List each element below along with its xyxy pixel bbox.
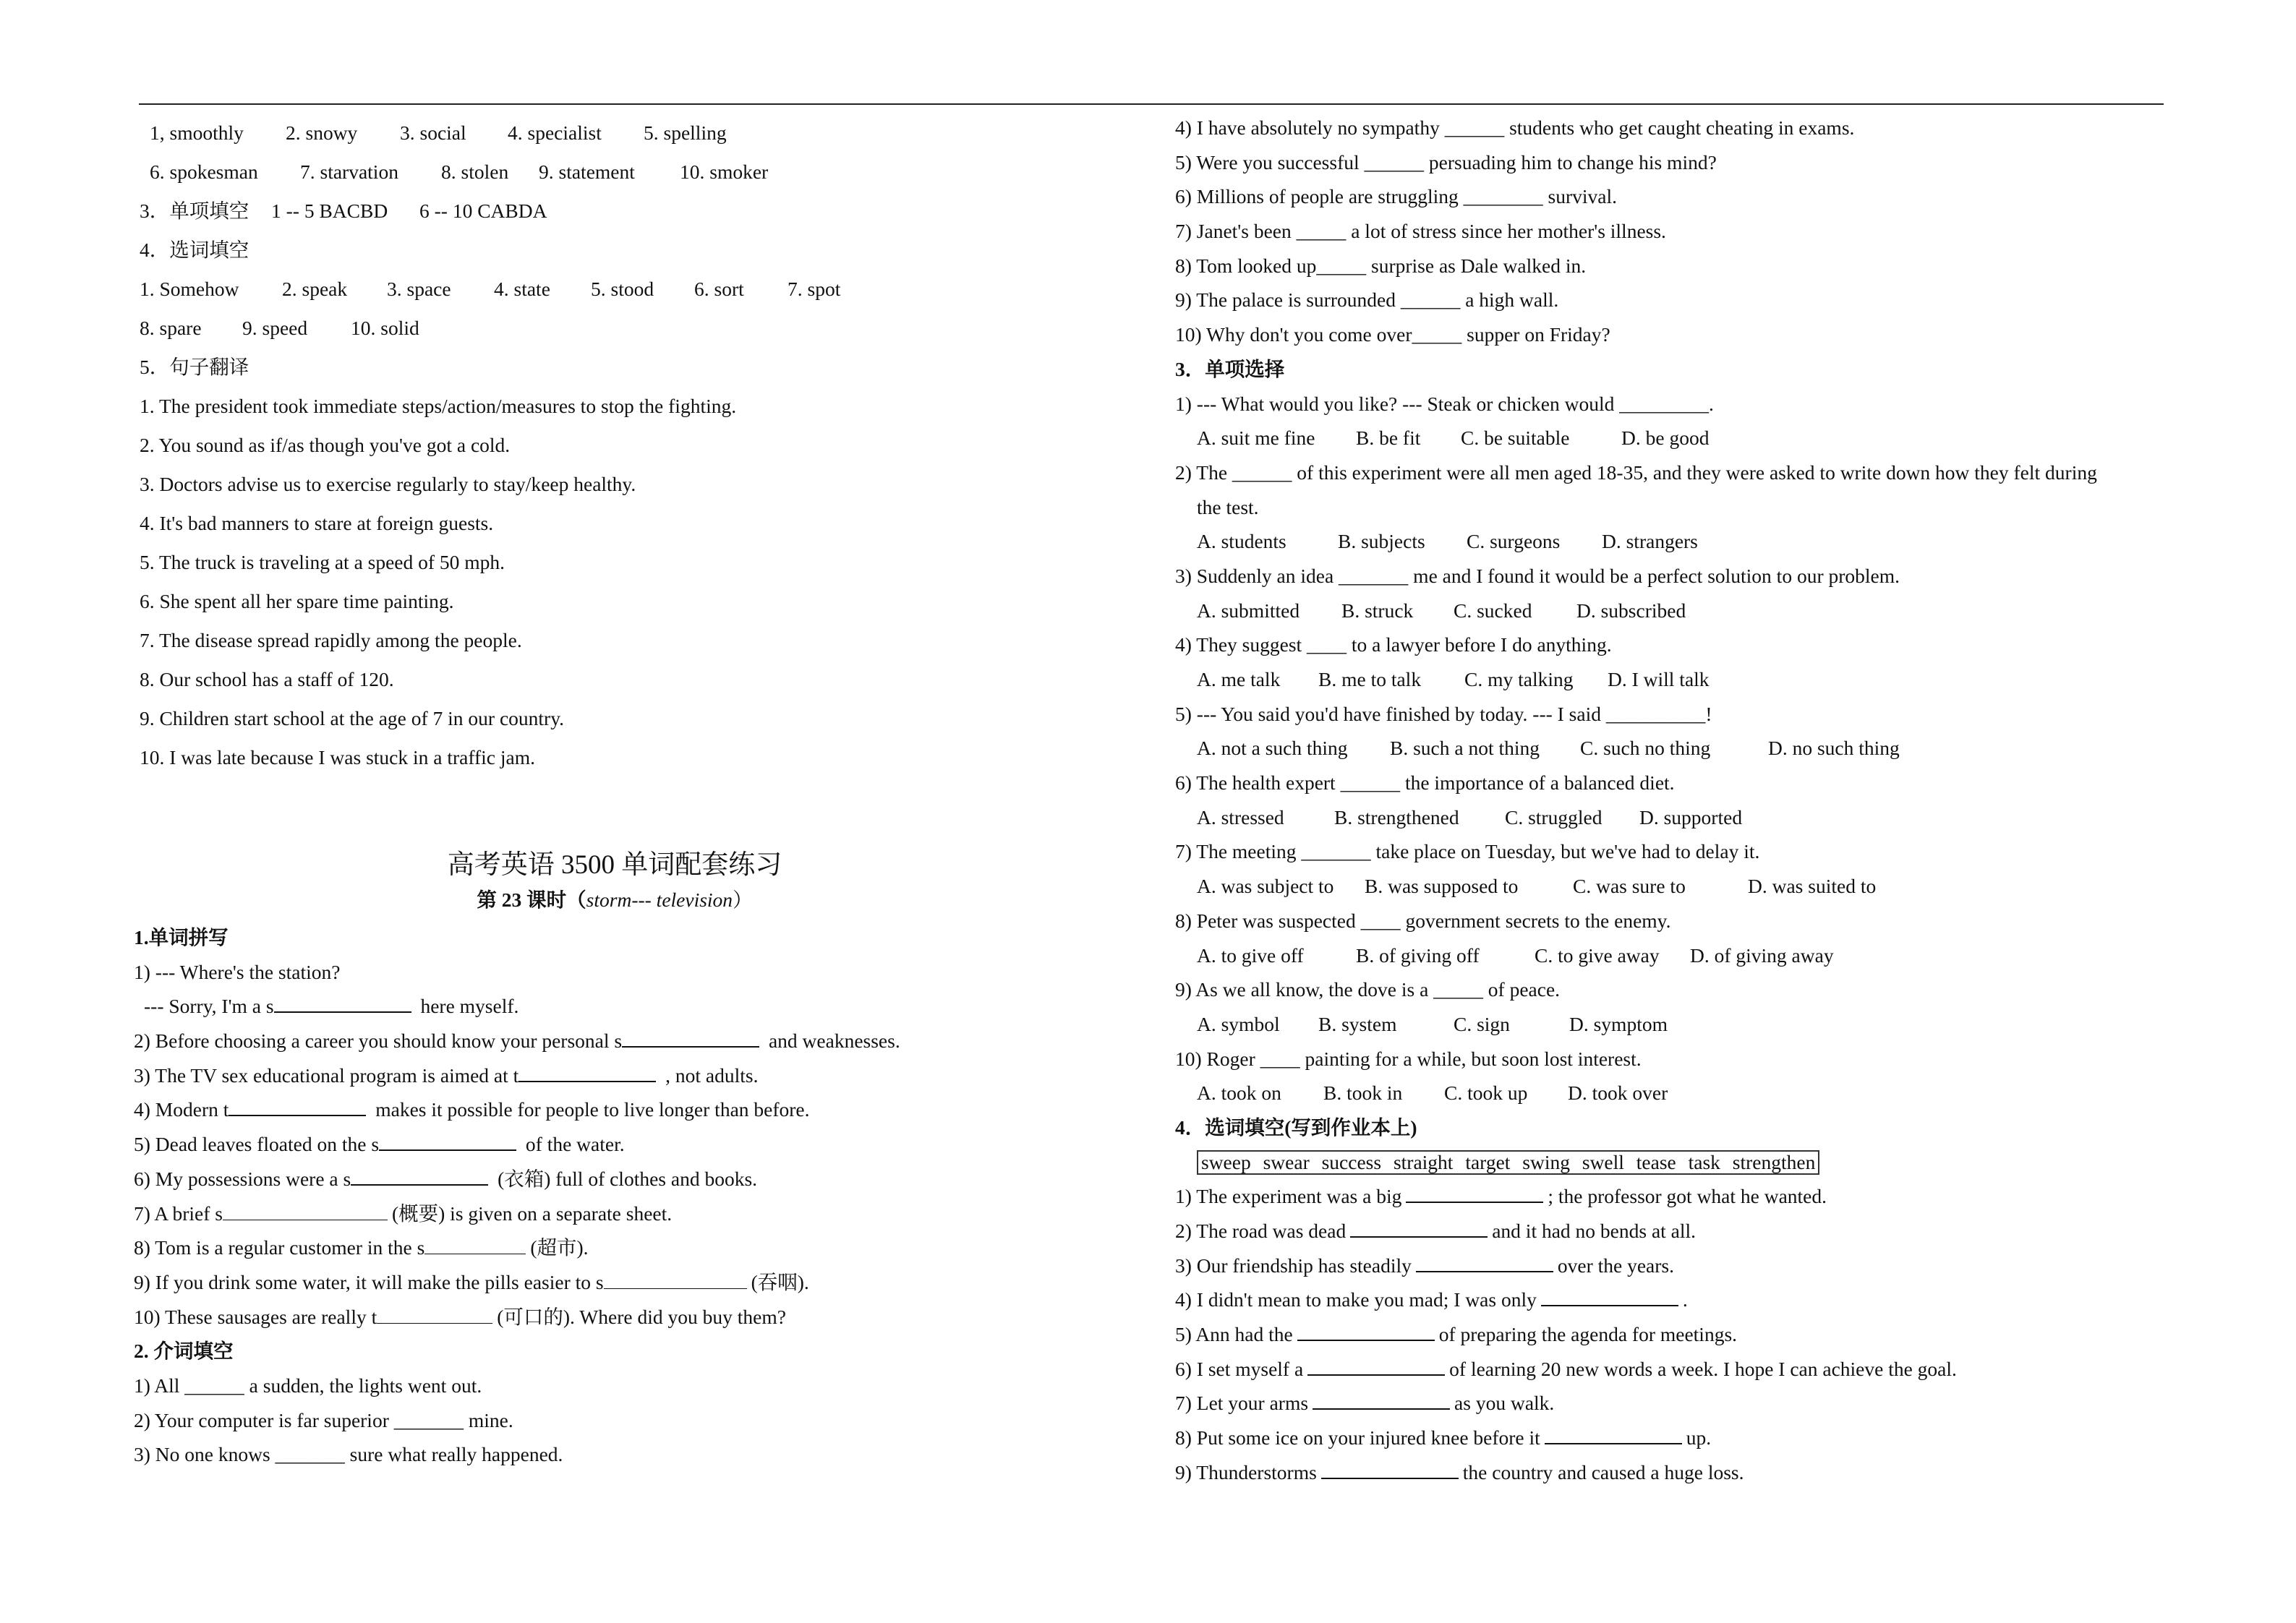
mc-option[interactable]: A. to give off [1197,943,1304,967]
answer-blank[interactable] [379,1129,516,1151]
prep-item: 8) Tom looked up_____ surprise as Dale walked in. [1175,254,1587,277]
right-column [1175,111,2188,1490]
word-box: sweep swear success straight target swing swell tease task strengthen [1197,1150,1819,1175]
answer-item: 2. speak [282,278,348,300]
mc-option[interactable]: D. no such thing [1768,737,1900,760]
mc-option[interactable]: A. symbol [1197,1012,1280,1035]
prep-item: 7) Janet's been _____ a lot of stress since her mother's illness. [1175,220,1666,243]
prep-item: 6) Millions of people are struggling ________ survival. [1175,185,1618,208]
q-text: (超市). [530,1236,589,1259]
q-text: and weaknesses. [768,1029,900,1053]
answer-blank[interactable] [223,1199,388,1220]
q-text: the country and caused a huge loss. [1462,1460,1744,1483]
answer-item: 2. snowy [286,121,358,144]
wordfill-item [1175,1455,2188,1490]
mc-option[interactable]: D. strangers [1602,530,1698,553]
translation-line: 7. The disease spread rapidly among the people. [140,629,522,651]
translation-line: 1. The president took immediate steps/action/measures to stop the fighting. [140,395,737,417]
answers-mc-b: 6 -- 10 CABDA [419,200,547,222]
mc-question: 4) They suggest ____ to a lawyer before I do anything. [1175,633,1612,656]
left-column [134,116,1161,1466]
lesson-subtitle [134,883,1096,912]
page-title: 高考英语 3500 单词配套练习 [447,850,782,880]
wordfill-header [1175,1110,2188,1145]
answer-item: 10. solid [351,317,419,339]
mc-option[interactable]: A. suit me fine [1197,427,1315,450]
translation-line: 6. She spent all her spare time painting. [140,590,454,612]
prep-item: 3) No one knows _______ sure what really happened. [134,1443,563,1466]
mc-option[interactable]: C. sign [1454,1012,1510,1035]
q-text: 2) Before choosing a career you should know your personal s [134,1029,623,1053]
wordfill-item [1175,1352,2188,1387]
q-text: (衣箱) full of clothes and books. [498,1167,758,1190]
answer-item: 8. spare [140,317,202,339]
spelling-q8 [134,1230,1161,1265]
answer-blank[interactable] [377,1303,492,1324]
mc-option[interactable]: C. surgeons [1467,530,1561,553]
mc-options [1175,731,2188,766]
subtitle-suffix: ） [733,888,753,911]
answer-blank[interactable] [424,1233,526,1254]
top-rule [139,103,2164,105]
mc-options [1175,594,2188,628]
spelling-q5 [134,1127,1161,1162]
mc-option[interactable]: C. be suitable [1461,427,1570,450]
wordfill-item [1175,1179,2188,1214]
answer-blank[interactable] [1307,1354,1445,1376]
q-text: 4) Modern t [134,1098,229,1121]
wordfill-item [1175,1214,2188,1249]
q-text: 3) The TV sex educational program is aimed at t [134,1063,519,1087]
answer-item: 4. specialist [508,121,602,144]
q-text: over the years. [1557,1254,1674,1277]
mc-option[interactable]: D. subscribed [1576,599,1686,622]
mc-question: 2) The ______ of this experiment were all men aged 18-35, and they were asked to write down how they felt during [1175,461,2097,484]
mc-options [1175,662,2188,697]
answers-mc-header: 3．单项填空 [140,200,249,222]
answer-item: 8. stolen [441,160,509,183]
translation-line: 10. I was late because I was stuck in a traffic jam. [140,746,535,768]
mc-option[interactable]: C. was sure to [1573,875,1686,898]
mc-option[interactable]: D. of giving away [1690,943,1834,967]
answers-fill-row-2 [134,311,1161,346]
mc-option[interactable]: B. be fit [1356,427,1421,450]
mc-option[interactable]: B. me to talk [1318,668,1422,690]
answer-item: 7. starvation [300,160,398,183]
answer-blank[interactable] [229,1095,366,1116]
prep-item: 5) Were you successful ______ persuading him to change his mind? [1175,150,1717,174]
mc-question: 8) Peter was suspected ____ government secrets to the enemy. [1175,909,1671,932]
mc-option[interactable]: D. symptom [1569,1012,1668,1035]
answers-row-2 [134,155,1161,189]
q-text: 7) A brief s [134,1202,223,1225]
mc-option[interactable]: B. struck [1341,599,1414,622]
mc-option[interactable]: D. took over [1568,1082,1668,1105]
wordfill-item [1175,1421,2188,1455]
mc-question: 10) Roger ____ painting for a while, but soon lost interest. [1175,1047,1642,1070]
translation-line: 8. Our school has a staff of 120. [140,668,394,690]
translation-line: 4. It's bad manners to stare at foreign guests. [140,512,494,534]
answer-blank[interactable] [1541,1285,1678,1306]
mc-option[interactable]: C. struggled [1505,805,1602,828]
word-box-line [1175,1145,2188,1180]
answer-item: 5. spelling [644,121,727,144]
mc-option[interactable]: A. submitted [1197,599,1300,622]
translation-line: 9. Children start school at the age of 7 in our country. [140,707,565,729]
mc-option[interactable]: B. system [1318,1012,1397,1035]
answer-blank[interactable] [1297,1319,1435,1341]
mc-options [1175,421,2188,455]
q-text: 8) Put some ice on your injured knee before it [1175,1426,1540,1449]
q-text: and it had no bends at all. [1492,1220,1697,1242]
answer-item: 7. spot [788,278,841,300]
q-text: 4) I didn't mean to make you mad; I was only [1175,1288,1537,1311]
mc-question: 9) As we all know, the dove is a _____ of peace. [1175,978,1561,1001]
answer-item: 5. stood [591,278,654,300]
answer-item: 9. speed [242,317,308,339]
mc-option[interactable]: C. my talking [1464,668,1574,690]
spelling-q3 [134,1058,1161,1093]
mc-question: 5) --- You said you'd have finished by today. --- I said __________! [1175,702,1712,725]
answer-blank[interactable] [274,991,411,1013]
mc-options [1175,524,2188,559]
q-text: here myself. [420,995,519,1018]
mc-option[interactable]: B. of giving off [1356,943,1480,967]
q-text: makes it possible for people to live longer than before. [375,1098,810,1121]
answer-item: 6. spokesman [150,160,258,183]
q-text: of learning 20 new words a week. I hope I can achieve the goal. [1449,1357,1957,1380]
answer-item: 3. space [387,278,451,300]
mc-option[interactable]: D. supported [1639,805,1743,828]
spelling-q6 [134,1162,1161,1196]
mc-question: 7) The meeting _______ take place on Tuesday, but we've had to delay it. [1175,840,1760,863]
wordfill-item [1175,1249,2188,1283]
mc-question-cont: the test. [1197,495,1259,518]
answer-item: 6. sort [694,278,744,300]
mc-question: 3) Suddenly an idea _______ me and I found it would be a perfect solution to our problem. [1175,564,1900,587]
mc-options [1175,800,2188,835]
wordfill-header-bold: 4．选词填空 [1175,1115,1285,1139]
wordfill-header-note: (写到作业本上) [1284,1115,1417,1139]
q-text: (吞咽). [751,1270,809,1293]
prep-item: 4) I have absolutely no sympathy ______ students who get caught cheating in exams. [1175,116,1855,139]
q-text: 5) Ann had the [1175,1323,1293,1346]
answers-row-1 [134,116,1161,150]
wordfill-item [1175,1317,2188,1352]
mc-header: 3．单项选择 [1175,357,1285,380]
answer-blank[interactable] [1321,1457,1459,1479]
answer-blank[interactable] [1406,1181,1543,1203]
spelling-q1b [134,989,1161,1024]
prep-header: 2. 介词填空 [134,1340,234,1363]
q-text: 6) My possessions were a s [134,1167,351,1190]
q-text: of the water. [525,1133,625,1156]
q-text: (可口的). Where did you buy them? [497,1305,786,1328]
spelling-q2 [134,1024,1161,1058]
mc-option[interactable]: B. was supposed to [1365,875,1519,898]
answer-blank[interactable] [1350,1216,1488,1238]
q-text: 7) Let your arms [1175,1392,1309,1415]
answer-item: 10. smoker [680,160,769,183]
answers-trans-header-text: 5．句子翻译 [140,356,249,378]
spelling-header: 1.单词拼写 [134,926,229,948]
mc-options [1175,938,2188,973]
subtitle-range: storm--- television [586,888,733,911]
prep-item: 2) Your computer is far superior _______ mine. [134,1408,513,1431]
mc-option[interactable]: C. such no thing [1580,737,1711,760]
q-text: 8) Tom is a regular customer in the s [134,1236,425,1259]
q-text: , not adults. [665,1063,759,1087]
mc-option[interactable]: C. took up [1444,1082,1528,1105]
answer-blank[interactable] [1416,1251,1553,1272]
answer-blank[interactable] [1313,1388,1450,1410]
answer-blank[interactable] [518,1061,656,1082]
mc-question: 6) The health expert ______ the importance of a balanced diet. [1175,771,1675,795]
prep-item: 1) All ______ a sudden, the lights went out. [134,1374,482,1397]
answer-item: 4. state [494,278,550,300]
q-text: as you walk. [1454,1392,1555,1415]
mc-option[interactable]: B. took in [1323,1082,1403,1105]
mc-option[interactable]: C. to give away [1535,943,1660,967]
spelling-section [134,920,1161,1472]
mc-option[interactable]: C. sucked [1454,599,1532,622]
mc-option[interactable]: D. was suited to [1748,875,1877,898]
answer-item: 9. statement [539,160,635,183]
q-text: of preparing the agenda for meetings. [1438,1323,1738,1346]
answers-mc-line [134,194,1161,228]
wordfill-item [1175,1282,2188,1317]
q-text: 9) If you drink some water, it will make the pills easier to s [134,1270,604,1293]
q-text: --- Sorry, I'm a s [144,995,274,1018]
prep-item: 9) The palace is surrounded ______ a high wall. [1175,288,1559,312]
translation-line: 2. You sound as if/as though you've got a cold. [140,434,511,456]
answer-item: 3. social [400,121,466,144]
answer-blank[interactable] [1545,1423,1682,1444]
mc-option[interactable]: A. not a such thing [1197,737,1348,760]
mc-option[interactable]: A. me talk [1197,668,1281,690]
q-text: 3) Our friendship has steadily [1175,1254,1412,1277]
mc-option[interactable]: A. was subject to [1197,875,1334,898]
answers-fill-row-1 [134,272,1161,307]
mc-option[interactable]: D. I will talk [1608,668,1710,690]
mc-option[interactable]: D. be good [1621,427,1710,450]
q-text: 10) These sausages are really t [134,1305,377,1328]
translation-line: 3. Doctors advise us to exercise regularly to stay/keep healthy. [140,473,636,495]
answer-blank[interactable] [351,1164,488,1186]
mc-option[interactable]: B. such a not thing [1390,737,1540,760]
answer-item: 1. Somehow [140,278,239,300]
answers-fill-header [134,233,1161,267]
q-text: ; the professor got what he wanted. [1548,1185,1827,1208]
q-text: up. [1686,1426,1712,1449]
spelling-q1a: 1) --- Where's the station? [134,960,341,983]
q-text: (概要) is given on a separate sheet. [391,1202,673,1225]
spelling-q10 [134,1300,1161,1335]
mc-question: 1) --- What would you like? --- Steak or chicken would _________. [1175,392,1714,415]
mc-options [1175,869,2188,904]
mc-option[interactable]: B. subjects [1338,530,1425,553]
q-text: 2) The road was dead [1175,1220,1347,1242]
q-text: 6) I set myself a [1175,1357,1304,1380]
answers-trans-header [134,350,1161,385]
mc-options [1175,1076,2188,1110]
q-text: . [1682,1288,1688,1311]
answer-blank[interactable] [604,1268,747,1289]
spelling-q7 [134,1196,1161,1231]
answers-mc-a: 1 -- 5 BACBD [271,200,388,222]
mc-option[interactable]: A. took on [1197,1082,1281,1105]
mc-options [1175,1007,2188,1042]
mc-option[interactable]: A. stressed [1197,805,1284,828]
wordfill-item [1175,1386,2188,1421]
spelling-q9 [134,1265,1161,1300]
q-text: 1) The experiment was a big [1175,1185,1402,1208]
answer-item: 1, smoothly [150,121,244,144]
q-text: 5) Dead leaves floated on the s [134,1133,380,1156]
mc-option[interactable]: A. students [1197,530,1286,553]
mc-option[interactable]: B. strengthened [1334,805,1459,828]
prep-item: 10) Why don't you come over_____ supper on Friday? [1175,323,1610,346]
answers-fill-header-text: 4．选词填空 [140,239,249,261]
answer-blank[interactable] [622,1026,759,1048]
q-text: 9) Thunderstorms [1175,1460,1317,1483]
translation-line: 5. The truck is traveling at a speed of 50 mph. [140,551,505,573]
spelling-q4 [134,1092,1161,1127]
subtitle-prefix: 第 23 课时（ [477,888,586,911]
